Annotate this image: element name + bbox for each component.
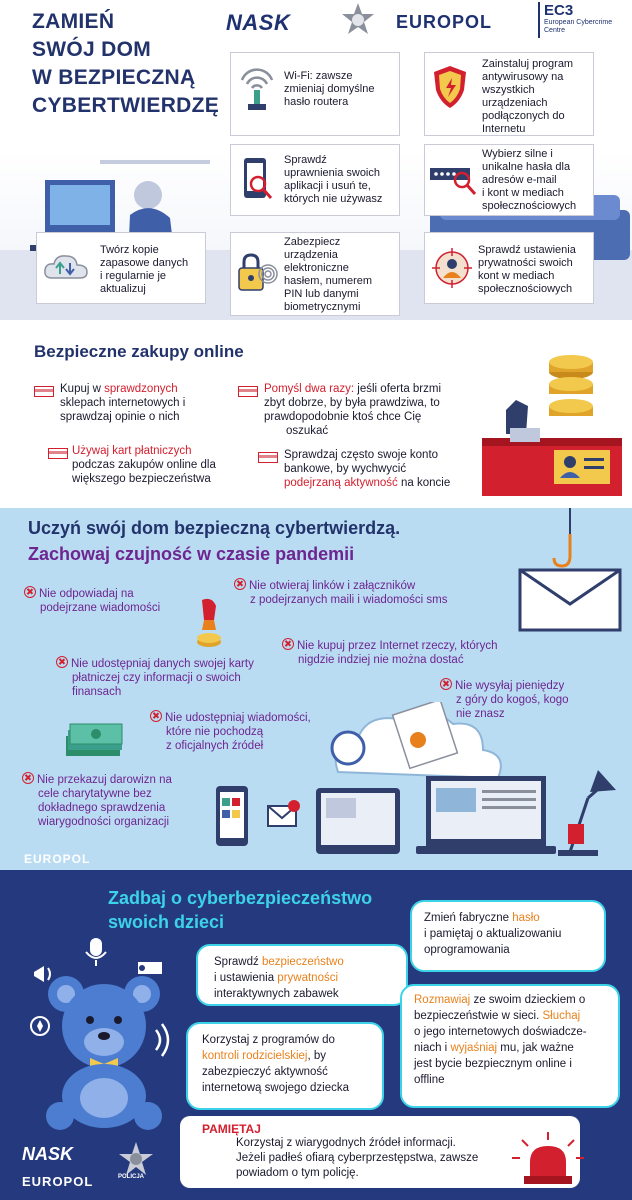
warning-unofficial-sources: Nie udostępniaj wiadomości, które nie pochodzą z oficjalnych źródeł [150,710,311,753]
tip-backup-text: Twórz kopie zapasowe danych i regularnie je aktualizuj [100,244,189,295]
tip-talk-text: Rozmawiaj ze swoim dzieckiem o bezpieczeństwie w sieci. Słuchaj o jego internetowych doświadcze- niach i wyjaśniaj mu, jak ważne jest bycie bezpiecznym online i offline [414,994,587,1086]
police-star-logo [340,2,376,42]
safe-shopping-title: Bezpieczne zakupy online [34,342,244,361]
target-user-icon [430,246,474,290]
wifi-router-icon [236,62,278,114]
teddy-bear-illustration [36,970,172,1130]
prohibited-icon [56,656,68,668]
prohibited-icon [440,678,452,690]
money-stack-icon [64,722,124,758]
shopping-tip-bank-account: Sprawdzaj często swoje konto bankowe, by wychwycić podejrzaną aktywność na koncie [284,449,451,489]
safe-shopping-section [0,320,632,508]
prohibited-icon [150,710,162,722]
tip-parental-control-text: Korzystaj z programów do kontroli rodzicielskiej, by zabezpieczyć aktywność internetową swojego dziecka [202,1034,350,1094]
warning-suspicious-messages: Nie odpowiadaj na podejrzane wiadomości [24,586,160,615]
pandemic-vigilance-section [0,508,632,870]
warning-charity-donations: Nie przekazuj darowizn na cele charytatywne bez dokładnego sprawdzenia wiarygodności organizacji [22,772,172,829]
ec3-logo: EC3 European Cybercrime Centre [538,2,630,38]
children-safety-section [0,870,632,1200]
warning-links-attachments: Nie otwieraj linków i załączników z podejrzanych maili i wiadomości sms [234,578,447,607]
tip-wifi-text: Wi-Fi: zawsze zmieniaj domyślne hasło routera [284,70,375,108]
europol-logo: EUROPOL [24,852,91,866]
smartphone-magnifier-icon [240,156,274,204]
tip-privacy-text: Sprawdź ustawienia prywatności swoich kont w mediach społecznościowych [478,244,576,295]
credit-card-icon [258,452,278,463]
europol-logo: EUROPOL [22,1174,94,1189]
tip-toys-text: Sprawdź bezpieczeństwo i ustawienia prywatności interaktywnych zabawek [214,956,344,1000]
shopping-tip-trusted-stores: Kupuj w sprawdzonych sklepach internetowych i sprawdzaj opinie o nich [60,383,186,423]
shopping-tip-cards: Używaj kart płatniczych podczas zakupów online dla większego bezpieczeństwa [72,445,216,485]
europol-logo: EUROPOL [396,12,493,32]
remember-text: Korzystaj z wiarygodnych źródeł informacji. Jeżeli padłeś ofiarą cyberprzestępstwa, zawsze powiadom o tym policję. [236,1137,479,1179]
pandemic-title: Uczyń swój dom bezpieczną cybertwierdzą. [28,518,401,538]
hand-holding-coin-icon [192,596,226,652]
tip-antivirus-text: Zainstaluj program antywirusowy na wszystkich urządzeniach podłączonych do Internetu [482,58,574,135]
warning-unavailable-items: Nie kupuj przez Internet rzeczy, których nigdzie indziej nie można dostać [282,638,497,667]
tip-apps-text: Sprawdź uprawnienia swoich aplikacji i usuń te, których nie używasz [284,154,383,205]
cloud-sync-icon [42,250,90,282]
tip-passwords-text: Wybierz silne i unikalne hasła dla adresów e-mail i kont w mediach społecznościowych [482,148,577,212]
children-safety-title: Zadbaj o cyberbezpieczeństwo swoich dzieci [108,888,373,932]
home-fortress-section [0,0,632,320]
prohibited-icon [282,638,294,650]
phishing-envelope-icon [508,508,628,632]
credit-card-icon [238,386,258,397]
credit-card-icon [34,386,54,397]
prohibited-icon [22,772,34,784]
credit-card-icon [48,448,68,459]
nask-logo: NASK [226,10,291,35]
padlock-fingerprint-icon [234,252,280,296]
wallet-coins-illustration [476,350,626,500]
prohibited-icon [24,586,36,598]
police-label: POLICJA [118,1174,145,1180]
police-siren-icon [508,1132,588,1188]
warning-card-data: Nie udostępniaj danych swojej karty płatniczej czy informacji o swoich finansach [56,656,254,699]
shield-icon [432,64,468,110]
devices-cloud-illustration [208,702,628,870]
nask-logo: NASK [22,1144,74,1164]
prohibited-icon [234,578,246,590]
pandemic-subtitle: Zachowaj czujność w czasie pandemii [28,544,355,564]
password-field-icon [428,162,478,198]
shopping-tip-think-twice: Pomyśl dwa razy: jeśli oferta brzmi zbyt dobrze, by była prawdziwa, to prawdopodobnie ktoś chce Cię oszukać [264,383,442,437]
remember-title: PAMIĘTAJ [202,1122,261,1136]
tip-devices-text: Zabezpiecz urządzenia elektroniczne hasłem, numerem PIN lub danymi biometrycznymi [284,236,373,313]
tip-password-text: Zmień fabryczne hasło i pamiętaj o aktualizowaniu oprogramowania [424,912,562,956]
page-title: ZAMIEŃ SWÓJ DOM W BEZPIECZNĄ CYBERTWIERDZĘ [32,10,220,117]
warning-advance-payment: Nie wysyłaj pieniędzy z góry do kogoś, kogo nie znasz [440,678,569,721]
